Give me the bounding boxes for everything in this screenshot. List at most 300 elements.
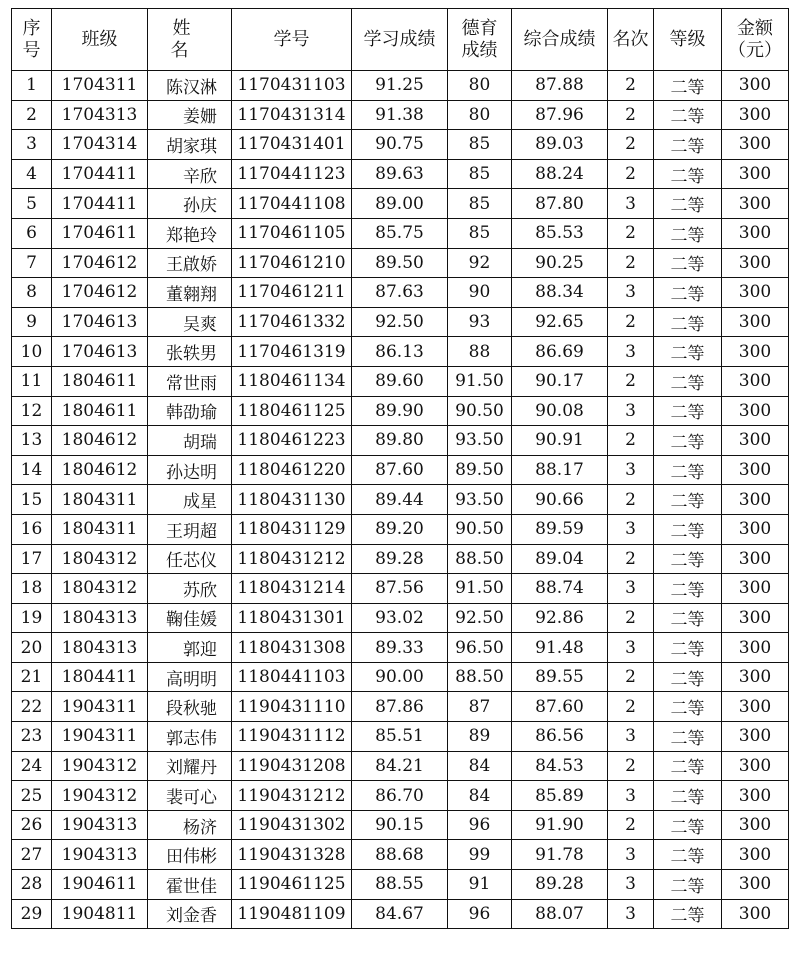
cell-total-score: 90.91	[512, 426, 608, 456]
table-row	[12, 159, 789, 189]
header-rank: 名次	[608, 9, 654, 71]
cell-class: 1804612	[52, 426, 148, 456]
cell-rank: 3	[608, 899, 654, 929]
cell-moral-score: 85	[448, 159, 512, 189]
cell-seq: 4	[12, 159, 52, 189]
cell-student-id: 1180461125	[232, 396, 352, 426]
cell-level: 二等	[654, 722, 722, 752]
cell-amount: 300	[722, 781, 789, 811]
cell-rank: 2	[608, 307, 654, 337]
cell-study-score: 89.50	[352, 248, 448, 278]
cell-student-id: 1170461332	[232, 307, 352, 337]
cell-study-score: 86.13	[352, 337, 448, 367]
cell-class: 1804312	[52, 544, 148, 574]
cell-moral-score: 91.50	[448, 574, 512, 604]
cell-class: 1704311	[52, 71, 148, 101]
cell-amount: 300	[722, 751, 789, 781]
cell-amount: 300	[722, 337, 789, 367]
cell-amount: 300	[722, 633, 789, 663]
cell-student-id: 1180431212	[232, 544, 352, 574]
cell-class: 1704411	[52, 159, 148, 189]
cell-student-id: 1190431110	[232, 692, 352, 722]
table-row	[12, 396, 789, 426]
cell-study-score: 90.00	[352, 662, 448, 692]
cell-name: 田伟彬	[148, 840, 232, 870]
cell-moral-score: 88.50	[448, 662, 512, 692]
cell-study-score: 89.60	[352, 366, 448, 396]
cell-moral-score: 88.50	[448, 544, 512, 574]
cell-student-id: 1190431302	[232, 810, 352, 840]
cell-total-score: 86.56	[512, 722, 608, 752]
cell-student-id: 1190431212	[232, 781, 352, 811]
cell-moral-score: 96	[448, 899, 512, 929]
cell-name: 孙达明	[148, 455, 232, 485]
header-amount: 金额（元）	[722, 9, 789, 71]
cell-amount: 300	[722, 426, 789, 456]
cell-rank: 2	[608, 248, 654, 278]
cell-seq: 1	[12, 71, 52, 101]
table-row	[12, 544, 789, 574]
cell-student-id: 1190481109	[232, 899, 352, 929]
cell-moral-score: 89	[448, 722, 512, 752]
cell-student-id: 1190431328	[232, 840, 352, 870]
cell-study-score: 84.21	[352, 751, 448, 781]
cell-level: 二等	[654, 71, 722, 101]
table-row	[12, 130, 789, 160]
cell-amount: 300	[722, 692, 789, 722]
cell-study-score: 86.70	[352, 781, 448, 811]
cell-moral-score: 85	[448, 130, 512, 160]
cell-name: 王啟娇	[148, 248, 232, 278]
table-row	[12, 337, 789, 367]
cell-level: 二等	[654, 307, 722, 337]
cell-amount: 300	[722, 189, 789, 219]
cell-seq: 11	[12, 366, 52, 396]
cell-student-id: 1170431103	[232, 71, 352, 101]
cell-amount: 300	[722, 514, 789, 544]
cell-rank: 3	[608, 633, 654, 663]
cell-level: 二等	[654, 130, 722, 160]
cell-study-score: 84.67	[352, 899, 448, 929]
cell-total-score: 91.48	[512, 633, 608, 663]
cell-amount: 300	[722, 485, 789, 515]
cell-study-score: 90.15	[352, 810, 448, 840]
cell-name: 辛欣	[148, 159, 232, 189]
header-class: 班级	[52, 9, 148, 71]
cell-study-score: 87.60	[352, 455, 448, 485]
cell-study-score: 89.44	[352, 485, 448, 515]
cell-total-score: 88.07	[512, 899, 608, 929]
cell-study-score: 91.25	[352, 71, 448, 101]
cell-total-score: 85.89	[512, 781, 608, 811]
table-row	[12, 722, 789, 752]
cell-total-score: 88.24	[512, 159, 608, 189]
table-row	[12, 899, 789, 929]
table-row	[12, 574, 789, 604]
cell-amount: 300	[722, 396, 789, 426]
cell-total-score: 89.03	[512, 130, 608, 160]
cell-class: 1904313	[52, 810, 148, 840]
table-row	[12, 218, 789, 248]
cell-name: 常世雨	[148, 366, 232, 396]
cell-seq: 6	[12, 218, 52, 248]
cell-name: 吴爽	[148, 307, 232, 337]
cell-student-id: 1170441108	[232, 189, 352, 219]
cell-seq: 9	[12, 307, 52, 337]
cell-class: 1804411	[52, 662, 148, 692]
cell-name: 郭迎	[148, 633, 232, 663]
cell-seq: 3	[12, 130, 52, 160]
cell-student-id: 1170441123	[232, 159, 352, 189]
table-row	[12, 189, 789, 219]
cell-level: 二等	[654, 810, 722, 840]
cell-seq: 7	[12, 248, 52, 278]
table-row	[12, 366, 789, 396]
cell-name: 刘金香	[148, 899, 232, 929]
cell-level: 二等	[654, 781, 722, 811]
cell-amount: 300	[722, 366, 789, 396]
cell-name: 郭志伟	[148, 722, 232, 752]
cell-moral-score: 93.50	[448, 485, 512, 515]
cell-amount: 300	[722, 130, 789, 160]
cell-seq: 2	[12, 100, 52, 130]
cell-moral-score: 96	[448, 810, 512, 840]
cell-rank: 3	[608, 722, 654, 752]
table-row	[12, 633, 789, 663]
cell-student-id: 1180431308	[232, 633, 352, 663]
cell-class: 1904311	[52, 692, 148, 722]
cell-student-id: 1180461220	[232, 455, 352, 485]
cell-class: 1804611	[52, 396, 148, 426]
cell-name: 张轶男	[148, 337, 232, 367]
cell-name: 董翱翔	[148, 278, 232, 308]
cell-class: 1804313	[52, 633, 148, 663]
cell-moral-score: 91.50	[448, 366, 512, 396]
cell-rank: 2	[608, 544, 654, 574]
cell-moral-score: 85	[448, 189, 512, 219]
cell-amount: 300	[722, 455, 789, 485]
cell-amount: 300	[722, 574, 789, 604]
cell-moral-score: 92.50	[448, 603, 512, 633]
cell-student-id: 1180461134	[232, 366, 352, 396]
cell-rank: 3	[608, 781, 654, 811]
table-row	[12, 781, 789, 811]
cell-student-id: 1170431314	[232, 100, 352, 130]
cell-name: 段秋驰	[148, 692, 232, 722]
cell-level: 二等	[654, 751, 722, 781]
cell-level: 二等	[654, 455, 722, 485]
cell-class: 1904312	[52, 751, 148, 781]
cell-class: 1904611	[52, 870, 148, 900]
table-row	[12, 840, 789, 870]
cell-total-score: 88.74	[512, 574, 608, 604]
cell-moral-score: 93	[448, 307, 512, 337]
cell-level: 二等	[654, 514, 722, 544]
cell-class: 1704313	[52, 100, 148, 130]
cell-rank: 2	[608, 485, 654, 515]
cell-name: 王玥超	[148, 514, 232, 544]
cell-study-score: 89.80	[352, 426, 448, 456]
cell-class: 1704613	[52, 307, 148, 337]
cell-total-score: 87.80	[512, 189, 608, 219]
cell-name: 姜姗	[148, 100, 232, 130]
cell-class: 1904313	[52, 840, 148, 870]
table-row	[12, 692, 789, 722]
cell-class: 1804312	[52, 574, 148, 604]
cell-rank: 2	[608, 366, 654, 396]
header-seq: 序号	[12, 9, 52, 71]
cell-total-score: 88.34	[512, 278, 608, 308]
cell-amount: 300	[722, 810, 789, 840]
cell-study-score: 91.38	[352, 100, 448, 130]
cell-student-id: 1170461210	[232, 248, 352, 278]
cell-study-score: 87.56	[352, 574, 448, 604]
cell-rank: 3	[608, 337, 654, 367]
cell-name: 杨济	[148, 810, 232, 840]
cell-name: 苏欣	[148, 574, 232, 604]
cell-rank: 3	[608, 870, 654, 900]
cell-student-id: 1180431301	[232, 603, 352, 633]
cell-moral-score: 90.50	[448, 396, 512, 426]
cell-moral-score: 80	[448, 71, 512, 101]
cell-student-id: 1190461125	[232, 870, 352, 900]
cell-name: 胡家琪	[148, 130, 232, 160]
cell-rank: 2	[608, 71, 654, 101]
table-row	[12, 307, 789, 337]
cell-name: 任芯仪	[148, 544, 232, 574]
cell-study-score: 89.33	[352, 633, 448, 663]
table-row	[12, 662, 789, 692]
cell-level: 二等	[654, 248, 722, 278]
cell-study-score: 85.51	[352, 722, 448, 752]
cell-seq: 12	[12, 396, 52, 426]
cell-seq: 26	[12, 810, 52, 840]
table-row	[12, 100, 789, 130]
cell-amount: 300	[722, 218, 789, 248]
table-row	[12, 751, 789, 781]
cell-seq: 8	[12, 278, 52, 308]
cell-class: 1804612	[52, 455, 148, 485]
cell-seq: 13	[12, 426, 52, 456]
cell-study-score: 85.75	[352, 218, 448, 248]
cell-name: 成星	[148, 485, 232, 515]
cell-class: 1704411	[52, 189, 148, 219]
cell-total-score: 86.69	[512, 337, 608, 367]
cell-total-score: 84.53	[512, 751, 608, 781]
cell-rank: 3	[608, 278, 654, 308]
cell-level: 二等	[654, 870, 722, 900]
cell-rank: 3	[608, 455, 654, 485]
cell-amount: 300	[722, 248, 789, 278]
cell-total-score: 90.17	[512, 366, 608, 396]
cell-seq: 22	[12, 692, 52, 722]
header-row	[12, 9, 789, 71]
cell-total-score: 90.66	[512, 485, 608, 515]
cell-seq: 27	[12, 840, 52, 870]
cell-study-score: 88.68	[352, 840, 448, 870]
table-row	[12, 485, 789, 515]
cell-rank: 2	[608, 426, 654, 456]
cell-rank: 3	[608, 189, 654, 219]
cell-name: 刘耀丹	[148, 751, 232, 781]
cell-seq: 5	[12, 189, 52, 219]
cell-moral-score: 80	[448, 100, 512, 130]
cell-amount: 300	[722, 899, 789, 929]
cell-level: 二等	[654, 189, 722, 219]
cell-class: 1704613	[52, 337, 148, 367]
cell-amount: 300	[722, 100, 789, 130]
cell-amount: 300	[722, 278, 789, 308]
cell-rank: 3	[608, 514, 654, 544]
table-row	[12, 870, 789, 900]
cell-total-score: 89.28	[512, 870, 608, 900]
cell-seq: 10	[12, 337, 52, 367]
table-row	[12, 248, 789, 278]
cell-moral-score: 87	[448, 692, 512, 722]
cell-class: 1704314	[52, 130, 148, 160]
cell-name: 高明明	[148, 662, 232, 692]
cell-rank: 2	[608, 662, 654, 692]
cell-level: 二等	[654, 485, 722, 515]
cell-seq: 29	[12, 899, 52, 929]
cell-level: 二等	[654, 426, 722, 456]
cell-study-score: 87.63	[352, 278, 448, 308]
cell-name: 陈汉淋	[148, 71, 232, 101]
cell-total-score: 88.17	[512, 455, 608, 485]
table-row	[12, 514, 789, 544]
cell-class: 1704612	[52, 278, 148, 308]
cell-study-score: 89.63	[352, 159, 448, 189]
table-row	[12, 810, 789, 840]
cell-seq: 23	[12, 722, 52, 752]
cell-rank: 2	[608, 751, 654, 781]
cell-amount: 300	[722, 544, 789, 574]
cell-class: 1704612	[52, 248, 148, 278]
cell-class: 1704611	[52, 218, 148, 248]
cell-moral-score: 84	[448, 751, 512, 781]
cell-moral-score: 89.50	[448, 455, 512, 485]
cell-student-id: 1180431214	[232, 574, 352, 604]
header-moral-score: 德育成绩	[448, 9, 512, 71]
cell-rank: 2	[608, 692, 654, 722]
cell-seq: 24	[12, 751, 52, 781]
cell-student-id: 1190431112	[232, 722, 352, 752]
table-row	[12, 426, 789, 456]
cell-study-score: 92.50	[352, 307, 448, 337]
cell-seq: 15	[12, 485, 52, 515]
cell-moral-score: 90	[448, 278, 512, 308]
cell-name: 鞠佳媛	[148, 603, 232, 633]
cell-level: 二等	[654, 603, 722, 633]
cell-seq: 25	[12, 781, 52, 811]
cell-student-id: 1170431401	[232, 130, 352, 160]
cell-rank: 2	[608, 100, 654, 130]
cell-amount: 300	[722, 71, 789, 101]
cell-name: 裴可心	[148, 781, 232, 811]
cell-study-score: 89.00	[352, 189, 448, 219]
cell-total-score: 85.53	[512, 218, 608, 248]
table-row	[12, 278, 789, 308]
cell-total-score: 89.04	[512, 544, 608, 574]
cell-level: 二等	[654, 544, 722, 574]
cell-name: 孙庆	[148, 189, 232, 219]
cell-level: 二等	[654, 218, 722, 248]
header-study-score: 学习成绩	[352, 9, 448, 71]
table-body	[12, 71, 789, 929]
cell-total-score: 92.86	[512, 603, 608, 633]
cell-study-score: 89.28	[352, 544, 448, 574]
cell-rank: 2	[608, 130, 654, 160]
cell-amount: 300	[722, 603, 789, 633]
cell-seq: 16	[12, 514, 52, 544]
cell-level: 二等	[654, 100, 722, 130]
cell-total-score: 90.08	[512, 396, 608, 426]
scholarship-table	[11, 8, 789, 929]
cell-study-score: 93.02	[352, 603, 448, 633]
cell-moral-score: 92	[448, 248, 512, 278]
cell-level: 二等	[654, 899, 722, 929]
cell-study-score: 89.20	[352, 514, 448, 544]
cell-rank: 2	[608, 603, 654, 633]
cell-class: 1804311	[52, 485, 148, 515]
cell-level: 二等	[654, 366, 722, 396]
cell-seq: 18	[12, 574, 52, 604]
cell-amount: 300	[722, 159, 789, 189]
cell-amount: 300	[722, 722, 789, 752]
cell-name: 霍世佳	[148, 870, 232, 900]
cell-level: 二等	[654, 574, 722, 604]
cell-moral-score: 93.50	[448, 426, 512, 456]
cell-total-score: 89.59	[512, 514, 608, 544]
cell-student-id: 1180441103	[232, 662, 352, 692]
cell-amount: 300	[722, 840, 789, 870]
cell-rank: 3	[608, 396, 654, 426]
cell-level: 二等	[654, 662, 722, 692]
cell-rank: 2	[608, 159, 654, 189]
cell-moral-score: 85	[448, 218, 512, 248]
cell-rank: 2	[608, 810, 654, 840]
cell-rank: 3	[608, 574, 654, 604]
header-total-score: 综合成绩	[512, 9, 608, 71]
cell-student-id: 1170461319	[232, 337, 352, 367]
cell-total-score: 91.78	[512, 840, 608, 870]
cell-moral-score: 84	[448, 781, 512, 811]
cell-class: 1804311	[52, 514, 148, 544]
cell-amount: 300	[722, 870, 789, 900]
cell-student-id: 1180431130	[232, 485, 352, 515]
header-student-id: 学号	[232, 9, 352, 71]
cell-level: 二等	[654, 278, 722, 308]
cell-level: 二等	[654, 337, 722, 367]
cell-total-score: 92.65	[512, 307, 608, 337]
cell-class: 1904311	[52, 722, 148, 752]
cell-moral-score: 90.50	[448, 514, 512, 544]
cell-name: 韩劭瑜	[148, 396, 232, 426]
cell-name: 胡瑞	[148, 426, 232, 456]
cell-moral-score: 91	[448, 870, 512, 900]
cell-moral-score: 88	[448, 337, 512, 367]
cell-total-score: 91.90	[512, 810, 608, 840]
cell-class: 1804313	[52, 603, 148, 633]
cell-level: 二等	[654, 396, 722, 426]
cell-seq: 17	[12, 544, 52, 574]
cell-student-id: 1180431129	[232, 514, 352, 544]
cell-total-score: 87.60	[512, 692, 608, 722]
cell-moral-score: 99	[448, 840, 512, 870]
cell-amount: 300	[722, 662, 789, 692]
cell-seq: 28	[12, 870, 52, 900]
cell-level: 二等	[654, 692, 722, 722]
